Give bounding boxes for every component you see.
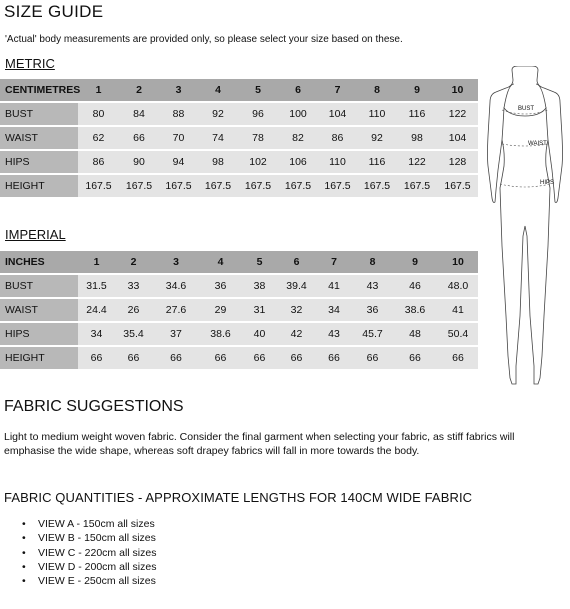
hips-marker-label: HIPS: [540, 180, 555, 186]
size-header-cell: 10: [437, 79, 478, 102]
list-item: • VIEW E - 250cm all sizes: [22, 575, 156, 588]
table-header-cell: INCHES: [0, 251, 78, 274]
list-item: • VIEW A - 150cm all sizes: [22, 518, 155, 530]
table-cell: 45.7: [353, 322, 392, 346]
table-cell: 34.6: [152, 274, 200, 298]
table-header-cell: CENTIMETRES: [0, 79, 78, 102]
row-label-cell: WAIST: [0, 298, 78, 322]
table-header-row: [0, 79, 478, 102]
table-cell: 167.5: [238, 174, 278, 198]
table-cell: 66: [241, 346, 278, 370]
table-cell: 86: [78, 150, 119, 174]
table-cell: 122: [397, 150, 437, 174]
table-cell: 110: [357, 102, 397, 126]
fabric-suggestions-text: Light to medium weight woven fabric. Consider the final garment when selecting your fabric, as stiff fabrics will emphasise the wide shape, whereas soft drapey fabrics will fall in more towards the body.: [4, 431, 515, 457]
table-cell: 102: [238, 150, 278, 174]
table-row: [0, 322, 478, 346]
table-cell: 167.5: [357, 174, 397, 198]
row-label-cell: HEIGHT: [0, 174, 78, 198]
table-cell: 80: [78, 102, 119, 126]
table-row: [0, 274, 478, 298]
bust-marker-label: BUST: [518, 106, 535, 112]
table-cell: 66: [353, 346, 392, 370]
table-row: [0, 298, 478, 322]
table-cell: 128: [437, 150, 478, 174]
table-cell: 31: [241, 298, 278, 322]
table-cell: 167.5: [198, 174, 238, 198]
bullet-icon: •: [22, 518, 26, 530]
table-cell: 66: [315, 346, 353, 370]
table-cell: 38: [241, 274, 278, 298]
table-cell: 66: [119, 126, 159, 150]
table-cell: 167.5: [78, 174, 119, 198]
table-cell: 48.0: [438, 274, 478, 298]
size-header-cell: 9: [397, 79, 437, 102]
size-header-cell: 3: [152, 251, 200, 274]
table-cell: 27.6: [152, 298, 200, 322]
table-cell: 66: [152, 346, 200, 370]
table-cell: 116: [357, 150, 397, 174]
size-header-cell: 5: [241, 251, 278, 274]
table-cell: 106: [278, 150, 318, 174]
table-cell: 39.4: [278, 274, 315, 298]
list-item: • VIEW C - 220cm all sizes: [22, 546, 157, 559]
table-cell: 66: [115, 346, 152, 370]
table-cell: 43: [315, 322, 353, 346]
table-header-row: [0, 251, 478, 274]
size-header-cell: 8: [353, 251, 392, 274]
table-cell: 110: [318, 150, 357, 174]
page-title: SIZE GUIDE: [4, 2, 104, 21]
metric-size-table: [0, 79, 478, 199]
table-cell: 42: [278, 322, 315, 346]
row-label-cell: BUST: [0, 102, 78, 126]
size-header-cell: 1: [78, 79, 119, 102]
size-header-cell: 6: [278, 79, 318, 102]
table-cell: 34: [315, 298, 353, 322]
table-cell: 92: [357, 126, 397, 150]
imperial-size-table: [0, 251, 478, 371]
measure-lines: [500, 110, 550, 187]
table-cell: 84: [119, 102, 159, 126]
fabric-quantities-list: [22, 517, 156, 588]
table-cell: 32: [278, 298, 315, 322]
table-cell: 26: [115, 298, 152, 322]
size-header-cell: 4: [198, 79, 238, 102]
table-cell: 35.4: [115, 322, 152, 346]
table-cell: 167.5: [318, 174, 357, 198]
row-label-cell: BUST: [0, 274, 78, 298]
list-item: • VIEW B - 150cm all sizes: [22, 532, 156, 545]
table-cell: 167.5: [437, 174, 478, 198]
table-cell: 94: [159, 150, 198, 174]
table-cell: 66: [200, 346, 241, 370]
table-cell: 66: [278, 346, 315, 370]
table-cell: 96: [238, 102, 278, 126]
table-cell: 66: [438, 346, 478, 370]
table-cell: 41: [438, 298, 478, 322]
table-cell: 38.6: [200, 322, 241, 346]
row-label-cell: HIPS: [0, 150, 78, 174]
table-cell: 33: [115, 274, 152, 298]
table-cell: 38.6: [392, 298, 438, 322]
table-cell: 98: [198, 150, 238, 174]
size-header-cell: 10: [438, 251, 478, 274]
table-row: [0, 102, 478, 126]
table-cell: 90: [119, 150, 159, 174]
size-header-cell: 6: [278, 251, 315, 274]
bullet-icon: •: [22, 575, 26, 588]
table-cell: 74: [198, 126, 238, 150]
table-cell: 167.5: [119, 174, 159, 198]
metric-section-label: METRIC: [5, 56, 55, 71]
row-label-cell: HIPS: [0, 322, 78, 346]
table-cell: 31.5: [78, 274, 115, 298]
table-cell: 98: [397, 126, 437, 150]
table-cell: 36: [353, 298, 392, 322]
table-cell: 104: [437, 126, 478, 150]
size-header-cell: 4: [200, 251, 241, 274]
table-cell: 50.4: [438, 322, 478, 346]
fabric-quantities-heading: FABRIC QUANTITIES - APPROXIMATE LENGTHS FOR 140CM WIDE FABRIC: [4, 490, 473, 505]
table-row: [0, 150, 478, 174]
table-cell: 62: [78, 126, 119, 150]
table-cell: 86: [318, 126, 357, 150]
fabric-suggestions-heading: FABRIC SUGGESTIONS: [4, 398, 184, 415]
table-cell: 41: [315, 274, 353, 298]
table-row: [0, 346, 478, 370]
table-cell: 92: [198, 102, 238, 126]
table-cell: 48: [392, 322, 438, 346]
size-header-cell: 3: [159, 79, 198, 102]
table-cell: 100: [278, 102, 318, 126]
list-item: • VIEW D - 200cm all sizes: [22, 560, 157, 573]
table-cell: 88: [159, 102, 198, 126]
bullet-icon: •: [22, 560, 26, 573]
size-header-cell: 1: [78, 251, 115, 274]
table-cell: 36: [200, 274, 241, 298]
table-cell: 66: [78, 346, 115, 370]
size-header-cell: 5: [238, 79, 278, 102]
table-cell: 122: [437, 102, 478, 126]
measurement-note: 'Actual' body measurements are provided only, so please select your size based on these.: [5, 34, 403, 45]
size-header-cell: 2: [115, 251, 152, 274]
table-cell: 66: [392, 346, 438, 370]
size-header-cell: 7: [318, 79, 357, 102]
table-cell: 40: [241, 322, 278, 346]
table-cell: 29: [200, 298, 241, 322]
table-cell: 167.5: [159, 174, 198, 198]
row-label-cell: WAIST: [0, 126, 78, 150]
table-row: [0, 126, 478, 150]
bullet-icon: •: [22, 532, 26, 545]
table-row: [0, 174, 478, 198]
size-header-cell: 9: [392, 251, 438, 274]
row-label-cell: HEIGHT: [0, 346, 78, 370]
body-outline: [488, 66, 563, 384]
table-cell: 82: [278, 126, 318, 150]
body-measurement-figure: [482, 66, 568, 396]
waist-marker-label: WAIST: [528, 141, 547, 147]
size-header-cell: 7: [315, 251, 353, 274]
table-cell: 116: [397, 102, 437, 126]
table-cell: 24.4: [78, 298, 115, 322]
size-header-cell: 8: [357, 79, 397, 102]
table-cell: 167.5: [397, 174, 437, 198]
table-cell: 78: [238, 126, 278, 150]
imperial-section-label: IMPERIAL: [5, 227, 66, 242]
table-cell: 34: [78, 322, 115, 346]
table-cell: 46: [392, 274, 438, 298]
table-cell: 70: [159, 126, 198, 150]
bullet-icon: •: [22, 546, 26, 559]
table-cell: 43: [353, 274, 392, 298]
table-cell: 37: [152, 322, 200, 346]
table-cell: 167.5: [278, 174, 318, 198]
size-header-cell: 2: [119, 79, 159, 102]
table-cell: 104: [318, 102, 357, 126]
